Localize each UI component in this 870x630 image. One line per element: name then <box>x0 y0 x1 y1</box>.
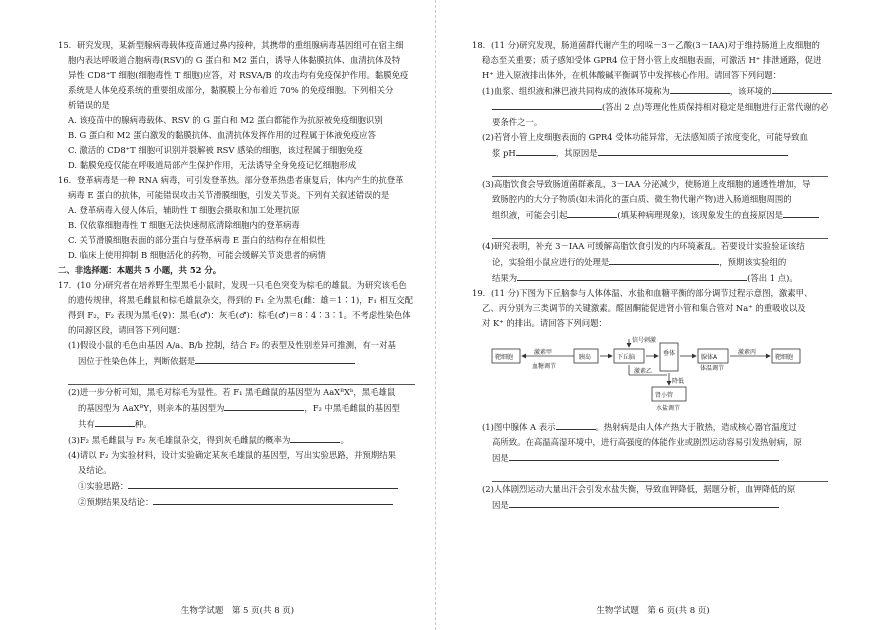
q18-stem-line: 稳态至关重要；质子感知受体 GPR4 位于肾小管上皮细胞表面，可激活 H⁺ 排泄通路，促进 <box>482 55 822 65</box>
q15-stem-line: 析错误的是 <box>68 100 110 110</box>
q15-option-d: D. 黏膜免疫仅能在呼吸道局部产生保护作用，无法诱导全身免疫记忆细胞形成 <box>68 160 357 170</box>
diagram-label: 体温调节 <box>700 365 725 372</box>
q15-option-b: B. G 蛋白和 M2 蛋白激发的黏膜抗体、血清抗体发挥作用的过程属于体液免疫应答 <box>68 130 377 140</box>
diagram-label: 信号刺激 <box>632 337 657 344</box>
q17-stem-line: 的遗传规律，将黑毛雌鼠和棕毛雄鼠杂交，得到的 F₁ 全为黑毛(雌：雄＝1∶1)，F₁ 相互交配 <box>68 295 414 305</box>
answer-blank[interactable] <box>567 207 617 218</box>
right-page <box>435 0 870 630</box>
q17-part2-line: (2)进一步分析可知，黑毛对棕毛为显性。若 F₁ 黑毛雌鼠的基因型为 AaXᴮXᵇ，黑毛雄鼠 <box>68 387 396 397</box>
page-footer: 生物学试题 第 6 页(共 8 页) <box>596 606 710 616</box>
q17-part2-line: 共有 种。 <box>58 416 419 432</box>
q16-option-a: A. 登革病毒入侵人体后，辅助性 T 细胞会摄取和加工处理抗原 <box>68 205 300 215</box>
answer-line[interactable] <box>68 369 415 385</box>
q17-part4-thought: ①实验思路： <box>58 478 419 494</box>
diagram-label: 肾小管 <box>655 392 674 399</box>
q17-stem-line: 的同源区段，请回答下列问题： <box>68 325 186 335</box>
q18-stem-line: H⁺ 进入原液排出体外，在机体酸碱平衡调节中发挥核心作用。请回答下列问题： <box>482 70 782 80</box>
q17-part4-line: 及结论。 <box>78 465 112 475</box>
q17-part2-line: 的基因型为 AaXᴮY，则亲本的基因型为 ，F₂ 中黑毛雌鼠的基因型 <box>58 400 419 416</box>
q15-stem-line: 系统是人体免疫系统的重要组成部分，黏膜膜上分布着近 70% 的免疫细胞。下列相关分 <box>68 85 394 95</box>
answer-blank[interactable] <box>598 145 788 156</box>
q19-part1-line: (1)图中腺体 A 表示 。热射病是由人体产热大于散热，造成核心器官温度过 <box>472 419 832 435</box>
q16-stem-line: 16．登革病毒是一种 RNA 病毒，可引发登革热。部分登革热患者康复后，体内产生的抗登革 <box>58 175 404 185</box>
answer-line[interactable] <box>492 466 828 482</box>
diagram-label: 降低 <box>672 378 685 385</box>
diagram-label: 垂体 <box>663 350 676 357</box>
q17-part1-line: 因位于性染色体上，判断依据是 <box>58 353 419 369</box>
answer-blank[interactable] <box>153 494 393 505</box>
page-footer: 生物学试题 第 5 页(共 8 页) <box>180 606 295 616</box>
q19-part1-line: 高所致。在高温高湿环境中，进行高强度的体能作业或剧烈运动容易引发热射病，原 <box>492 437 802 447</box>
answer-blank[interactable] <box>128 478 398 489</box>
diagram-label: 血糖调节 <box>532 363 557 370</box>
question-15 <box>58 38 419 173</box>
q17-part4-result: ②预期结果及结论： <box>58 494 419 510</box>
q19-stem-line: 对 K⁺ 的排出。请回答下列问题： <box>482 318 607 328</box>
diagram-label: 腺体A <box>701 354 718 361</box>
q18-part4-line: (4)研究表明，补充 3－IAA 可缓解高脂饮食引发的内环境紊乱。若要设计实验验证该结 <box>482 241 805 251</box>
q18-part3-line: (3)高脂饮食会导致肠道菌群紊乱，3－IAA 分泌减少，使肠道上皮细胞的通透性增加，导 <box>482 179 811 189</box>
answer-blank[interactable] <box>492 99 602 110</box>
q19-stem-line: 19．(11 分)下图为下丘脑参与人体体温、水盐和血糖平衡的部分调节过程示意图，激素甲、 <box>472 288 813 298</box>
q18-part3-line: 组织液，可能会引起 (填某种病理现象)，该现象发生的直接原因是 <box>472 207 832 223</box>
answer-blank[interactable] <box>224 400 304 411</box>
q17-part4-line: (4)请以 F₂ 为实验材料，设计实验确定某灰毛雄鼠的基因型，写出实验思路，并预期结果 <box>68 450 396 460</box>
answer-line[interactable] <box>492 161 828 177</box>
q18-part2-line: (2)若肾小管上皮细胞表面的 GPR4 受体功能异常，无法感知质子浓度变化，可能导致血 <box>482 132 808 142</box>
q16-stem-line: 病毒 E 蛋白的抗体，可能错误攻击关节滑膜细胞，引发关节炎。下列有关叙述错误的是 <box>68 190 390 200</box>
answer-blank[interactable] <box>783 207 819 218</box>
q18-stem-line: 18．(11 分)研究发现，肠道菌群代谢产生的吲哚－3－乙酸(3－IAA)对于维持肠道上皮细胞的 <box>472 40 820 50</box>
diagram-box-pituitary <box>660 343 678 371</box>
answer-blank[interactable] <box>556 419 596 430</box>
q18-part4-line: 结果为 (答出 1 点)。 <box>472 270 832 286</box>
diagram-label: 靶细胞 <box>495 354 514 361</box>
regulation-diagram <box>482 335 832 415</box>
q15-stem-line: 胞内表达呼吸道合胞病毒(RSV)的 G 蛋白和 M2 蛋白，诱导人体黏膜抗体、血清抗体及特 <box>68 55 401 65</box>
answer-blank[interactable] <box>517 270 747 281</box>
q18-part4-line: 论，实验组小鼠应进行的处理是 ，预期该实验组的 <box>472 254 832 270</box>
q19-stem-line: 乙、丙分别为三类调节的关键激素。醛固酮能促进肾小管和集合管对 Na⁺ 的重吸收以及 <box>482 303 806 313</box>
answer-blank[interactable] <box>95 416 135 427</box>
diagram-label: 下丘脑 <box>617 354 636 361</box>
answer-blank[interactable] <box>509 497 779 508</box>
q18-part1-line: (答出 2 点)等理化性质保持相对稳定是细胞进行正常代谢的必 <box>472 99 832 115</box>
question-19 <box>472 286 832 513</box>
q18-part1-line: (1)血浆、组织液和淋巴液共同构成的液体环境称为 ，该环境的 <box>472 83 832 99</box>
q15-option-a: A. 该疫苗中的腺病毒载体、RSV 的 G 蛋白和 M2 蛋白都能作为抗原被免疫细胞识别 <box>68 115 383 125</box>
regulation-diagram-svg <box>482 335 842 415</box>
diagram-label: 水盐调节 <box>656 405 681 412</box>
question-16 <box>58 173 419 263</box>
q15-option-c: C. 激活的 CD8⁺T 细胞可识别并裂解被 RSV 感染的细胞，该过程属于细胞免疫 <box>68 145 363 155</box>
q16-option-d: D. 临床上使用抑制 B 细胞活化的药物，可能会缓解关节炎患者的病情 <box>68 250 326 260</box>
section-heading: 二、非选择题：本题共 5 小题，共 52 分。 <box>58 265 222 275</box>
q16-option-b: B. 仅依靠细胞毒性 T 细胞无法快速彻底清除细胞内的登革病毒 <box>68 220 300 230</box>
q15-stem-line: 异性 CD8⁺T 细胞(细胞毒性 T 细胞)应答，对 RSVA/B 的攻击均有免疫保护作用。黏膜免疫 <box>68 70 409 80</box>
q17-stem-line: 得到 F₂，F₂ 表现为黑毛(♀)：黑毛(♂)：灰毛(♂)：棕毛(♂)＝8∶4∶3∶1。不考虑性染色体 <box>68 310 411 320</box>
question-17 <box>58 278 419 510</box>
diagram-label: 胰岛 <box>579 354 592 361</box>
answer-blank[interactable] <box>290 432 340 443</box>
answer-blank[interactable] <box>509 450 779 461</box>
q18-part1-line: 要条件之一。 <box>492 117 543 127</box>
answer-blank[interactable] <box>516 145 556 156</box>
q15-stem-line: 15．研究发现，某新型腺病毒载体疫苗通过鼻内接种，其携带的重组腺病毒基因组可在宿主细 <box>58 40 404 50</box>
q19-part2-line: (2)人体剧烈运动大量出汗会引发水盐失衡，导致血钾降低，据题分析，血钾降低的原 <box>482 484 796 494</box>
answer-blank[interactable] <box>670 83 730 94</box>
answer-blank[interactable] <box>195 353 355 364</box>
answer-line[interactable] <box>492 223 828 239</box>
diagram-label: 靶细胞 <box>775 354 794 361</box>
diagram-label: 激素丙 <box>738 349 757 356</box>
answer-blank[interactable] <box>609 254 719 265</box>
q18-part2-line: 浆 pH ，其原因是 <box>472 145 832 161</box>
q19-part1-line: 因是 <box>472 450 832 466</box>
q18-part3-line: 致肠腔内的大分子物质(如未消化的蛋白质、微生物代谢产物)进入肠道细胞周围的 <box>492 194 792 204</box>
q16-option-c: C. 关节滑膜细胞表面的部分蛋白与登革病毒 E 蛋白的结构存在相似性 <box>68 235 326 245</box>
q19-part2-line: 因是 <box>472 497 832 513</box>
diagram-label: 激素乙 <box>634 368 653 375</box>
question-18 <box>472 38 832 286</box>
diagram-label: 激素甲 <box>534 349 553 356</box>
q17-part3-line: (3)F₂ 黑毛雌鼠与 F₂ 灰毛雄鼠杂交，得到灰毛雌鼠的概率为 。 <box>58 432 419 448</box>
q17-stem-line: 17．(10 分)研究者在培养野生型黑毛小鼠时，发现一只毛色突变为棕毛的雄鼠。为研究该毛色 <box>58 280 407 290</box>
q17-part1-line: (1)假设小鼠的毛色由基因 A/a、B/b 控制，结合 F₂ 的表型及性别差异可推测，有一对基 <box>68 340 396 350</box>
answer-blank[interactable] <box>772 83 832 94</box>
